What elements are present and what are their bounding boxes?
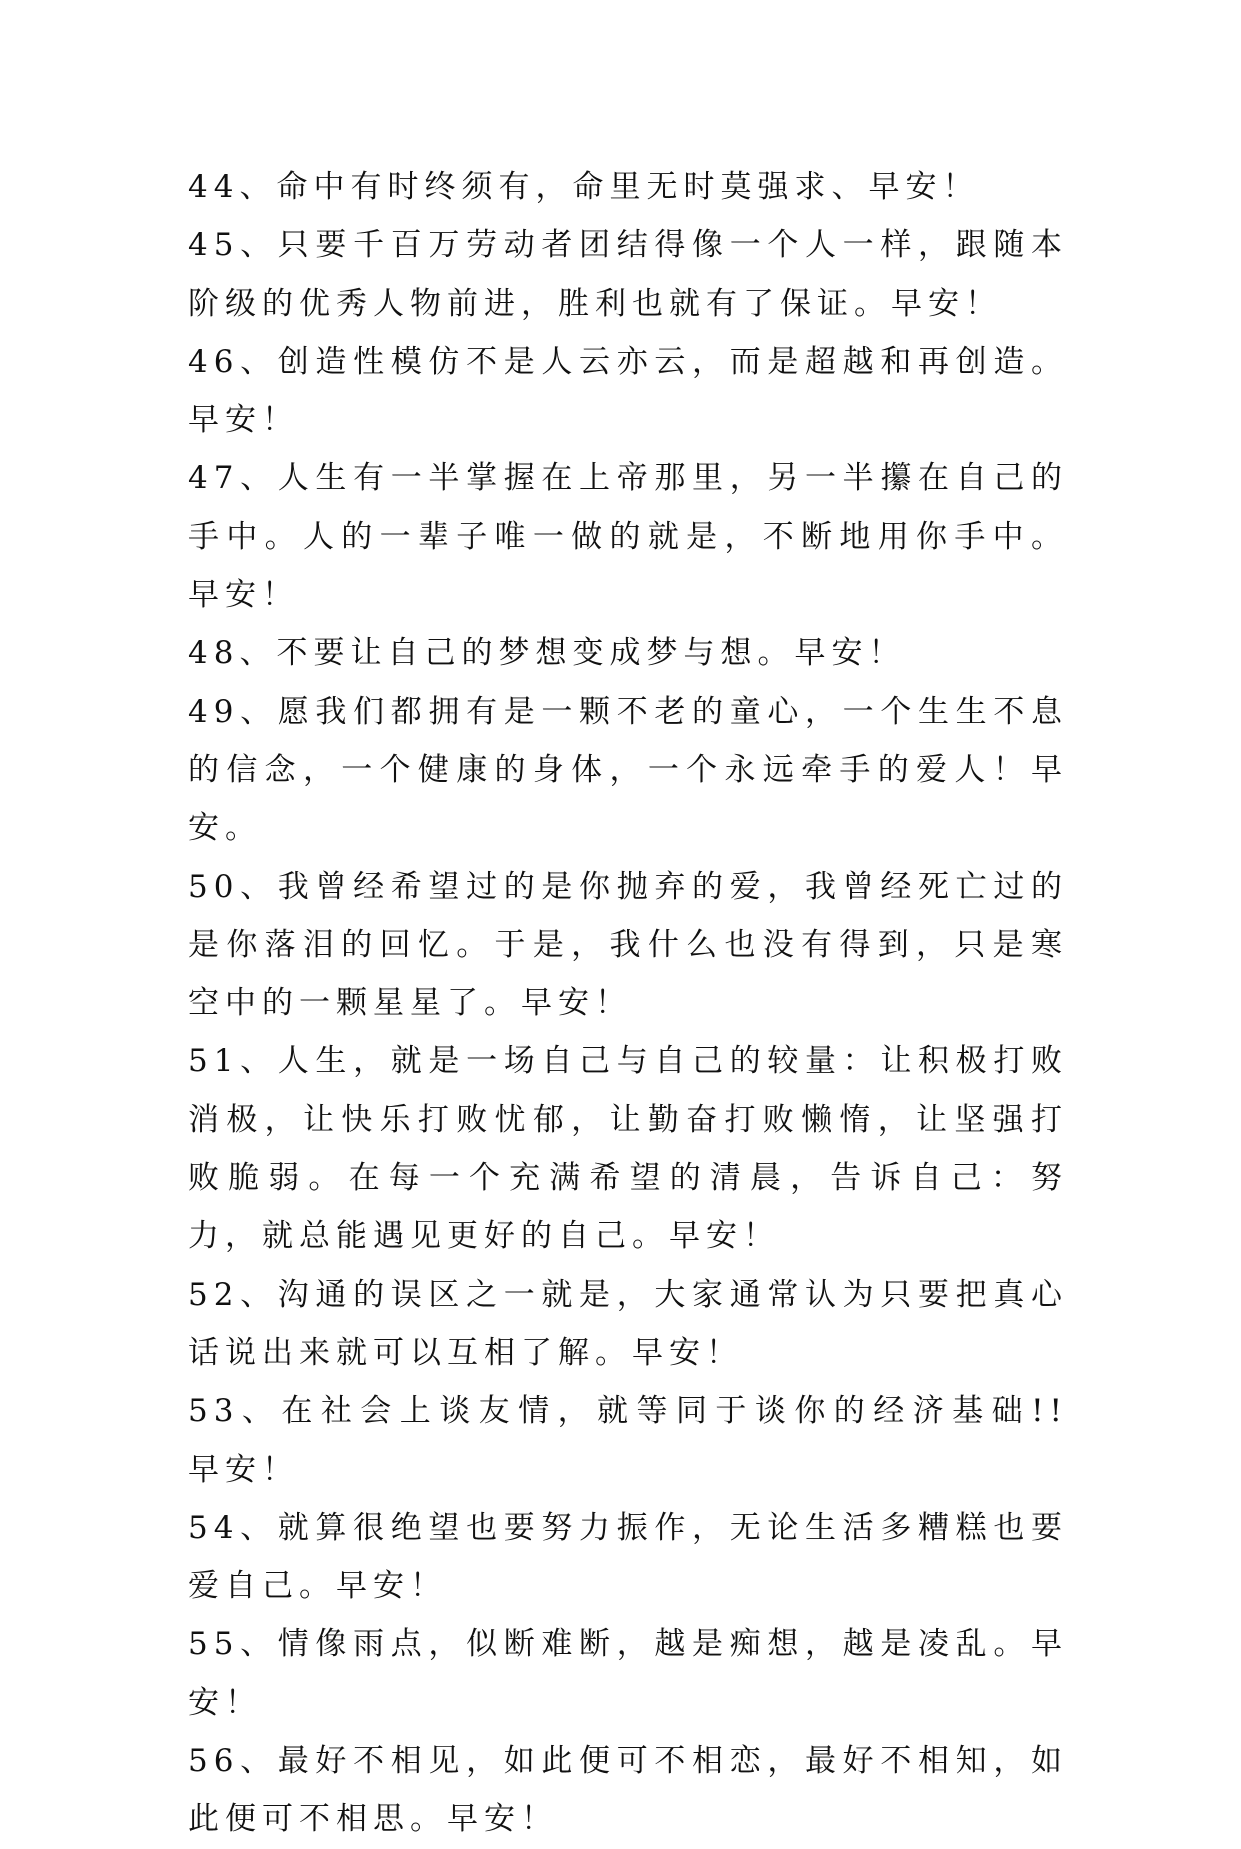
paragraph-51: 51、人生，就是一场自己与自己的较量：让积极打败消极，让快乐打败忧郁，让勤奋打败懒惰，让坚强打败脆弱。在每一个充满希望的清晨，告诉自己：努力，就总能遇见更好的自己。早安！ — [188, 1043, 1068, 1255]
document-body — [188, 158, 1068, 1849]
paragraph-47: 47、人生有一半掌握在上帝那里，另一半攥在自己的手中。人的一辈子唯一做的就是，不断地用你手中。早安！ — [188, 460, 1068, 614]
paragraph-48: 48、不要让自己的梦想变成梦与想。早安！ — [188, 635, 906, 672]
paragraph-45: 45、只要千百万劳动者团结得像一个人一样，跟随本阶级的优秀人物前进，胜利也就有了保证。早安！ — [188, 227, 1068, 322]
paragraph-55: 55、情像雨点，似断难断，越是痴想，越是凌乱。早安！ — [188, 1626, 1068, 1721]
paragraph-53: 53、在社会上谈友情，就等同于谈你的经济基础!! 早安！ — [188, 1393, 1068, 1488]
paragraph-44: 44、命中有时终须有，命里无时莫强求、早安！ — [188, 169, 980, 205]
paragraph-50: 50、我曾经希望过的是你抛弃的爱，我曾经死亡过的是你落泪的回忆。于是，我什么也没有得到，只是寒空中的一颗星星了。早安！ — [188, 868, 1068, 1022]
paragraph-54: 54、就算很绝望也要努力振作，无论生活多糟糕也要爱自己。早安！ — [188, 1509, 1068, 1605]
paragraph-49: 49、愿我们都拥有是一颗不老的童心，一个生生不息的信念，一个健康的身体，一个永远牵手的爱人！早安。 — [188, 693, 1068, 847]
paragraph-46: 46、创造性模仿不是人云亦云，而是超越和再创造。早安！ — [188, 343, 1068, 439]
paragraph-56: 56、最好不相见，如此便可不相恋，最好不相知，如此便可不相思。早安！ — [188, 1743, 1068, 1838]
paragraph-52: 52、沟通的误区之一就是，大家通常认为只要把真心话说出来就可以互相了解。早安！ — [188, 1276, 1068, 1371]
